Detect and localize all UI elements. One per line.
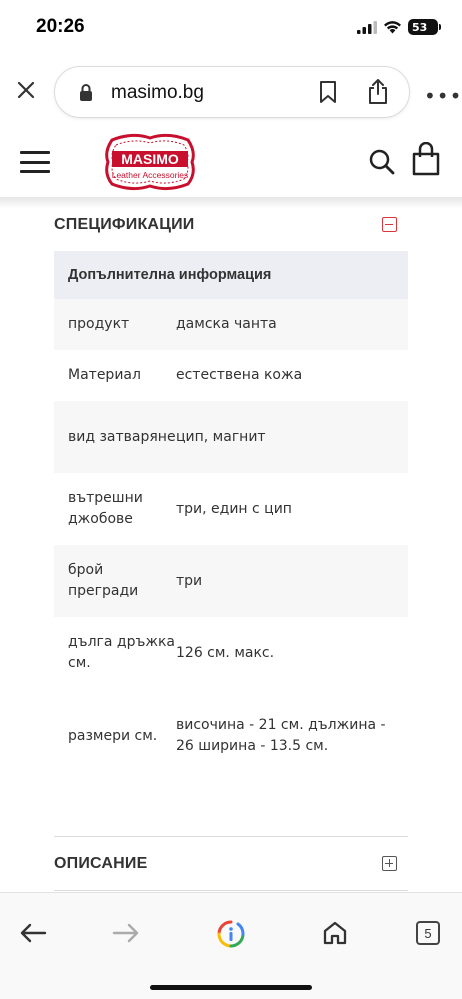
- spec-value: цип, магнит: [176, 428, 266, 445]
- home-indicator: [150, 985, 312, 990]
- status-icons: [357, 19, 438, 35]
- masimo-logo[interactable]: [102, 132, 198, 192]
- url-text: masimo.bg: [111, 82, 204, 103]
- address-bar[interactable]: [54, 66, 410, 118]
- table-row: [54, 350, 408, 401]
- back-arrow-icon[interactable]: [19, 922, 47, 944]
- battery-icon: [408, 19, 438, 35]
- spec-label: вид затваряне: [68, 428, 176, 445]
- header-shadow: [0, 197, 462, 209]
- spec-value: 126 см. макс.: [176, 644, 275, 661]
- bottom-toolbar: [0, 892, 462, 999]
- logo-brand: MASIMO: [121, 151, 179, 167]
- table-row: [54, 299, 408, 350]
- spec-value: височина - 21 см. дължина - 26 ширина - 13.5 см.: [176, 717, 386, 754]
- home-icon[interactable]: [322, 920, 348, 946]
- spec-value: три: [176, 572, 203, 589]
- spec-label: вътрешни джобове: [68, 490, 143, 527]
- spec-value: три, един с цип: [176, 500, 292, 517]
- spec-label: размери см.: [68, 727, 158, 744]
- table-row: [54, 689, 408, 783]
- close-icon[interactable]: [14, 78, 38, 102]
- menu-icon[interactable]: [20, 151, 50, 173]
- spec-label: продукт: [68, 316, 130, 332]
- forward-arrow-icon[interactable]: [112, 922, 140, 944]
- table-row: [54, 473, 408, 545]
- specs-table: [54, 251, 408, 783]
- share-icon[interactable]: [367, 78, 389, 105]
- lock-icon: [79, 83, 93, 102]
- table-row: [54, 617, 408, 689]
- section-divider: [54, 836, 408, 837]
- spec-label: брой прегради: [68, 562, 139, 599]
- tab-switcher[interactable]: [416, 921, 440, 945]
- shopping-bag-icon[interactable]: [411, 142, 441, 176]
- specs-title[interactable]: СПЕЦИФИКАЦИИ: [54, 216, 195, 233]
- wifi-icon: [383, 20, 402, 34]
- site-header: [0, 130, 462, 198]
- spec-label: дълга дръжка см.: [68, 634, 176, 671]
- logo-tagline: Leather Accessories: [111, 170, 189, 180]
- more-options-icon[interactable]: •••: [424, 84, 462, 108]
- spec-value: естествена кожа: [176, 367, 303, 383]
- tab-count: 5: [424, 925, 432, 941]
- expand-icon[interactable]: [382, 856, 397, 871]
- collapse-icon[interactable]: [382, 217, 397, 232]
- spec-value: дамска чанта: [176, 316, 277, 332]
- status-time: 20:26: [36, 16, 85, 37]
- signal-icon: [357, 20, 377, 34]
- table-row: [54, 401, 408, 473]
- table-body: [54, 299, 408, 783]
- battery-level: 53: [412, 20, 428, 34]
- table-row: [54, 545, 408, 617]
- search-icon[interactable]: [368, 148, 396, 176]
- status-bar: [0, 0, 462, 54]
- spec-label: Материал: [68, 367, 141, 383]
- browser-toolbar: [0, 54, 462, 130]
- section-divider: [54, 890, 408, 891]
- description-title[interactable]: ОПИСАНИЕ: [54, 855, 148, 872]
- google-lens-icon[interactable]: [216, 919, 246, 949]
- table-header: Допълнителна информация: [54, 251, 408, 299]
- bookmark-icon[interactable]: [319, 80, 337, 104]
